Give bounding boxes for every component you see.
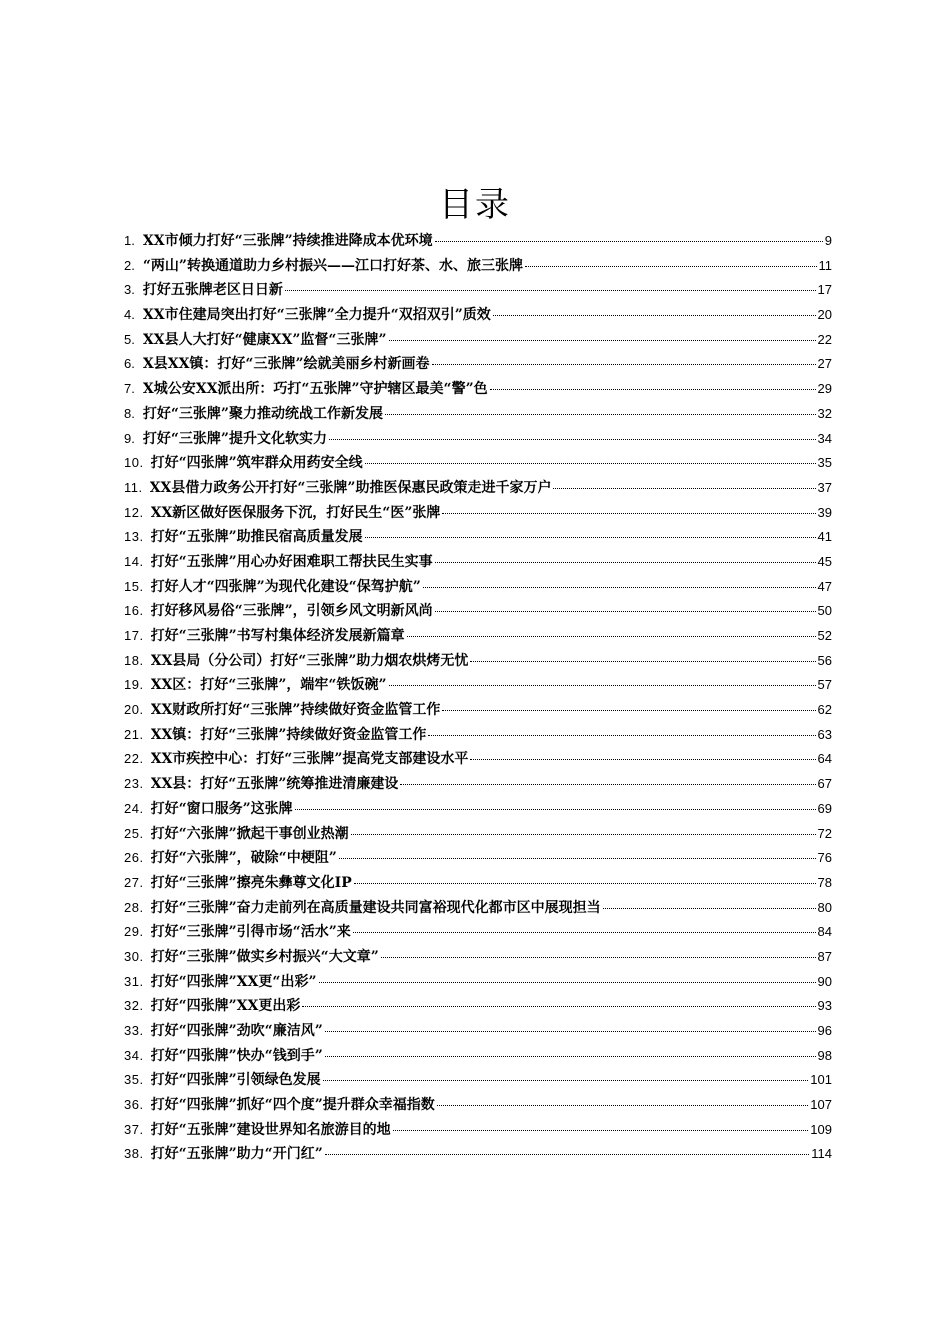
toc-entry-page-number: 87 [817, 948, 832, 964]
toc-dot-leader [351, 834, 816, 835]
toc-entry[interactable] [124, 846, 832, 871]
toc-dot-leader [295, 809, 816, 810]
toc-entry-title[interactable]: X城公安XX派出所：巧打“五张牌”守护辖区最美“警”色 [142, 381, 488, 398]
toc-entry-page-number: 67 [817, 776, 832, 792]
toc-entry[interactable] [124, 402, 832, 427]
toc-entry-number: 7. [124, 381, 135, 397]
toc-entry-title[interactable]: 打好“四张牌”XX更“出彩” [150, 973, 317, 990]
toc-entry[interactable] [124, 822, 832, 847]
toc-dot-leader [437, 1105, 809, 1106]
toc-title: 目录 [439, 185, 511, 225]
toc-entry[interactable] [124, 328, 832, 353]
toc-entry-number: 25. [124, 825, 144, 841]
toc-dot-leader [302, 1006, 815, 1007]
toc-entry-title[interactable]: XX县局（分公司）打好“三张牌”助力烟农烘烤无忧 [150, 652, 469, 669]
toc-dot-leader [407, 636, 816, 637]
toc-entry-title[interactable]: “两山”转换通道助力乡村振兴——江口打好茶、水、旅三张牌 [142, 257, 523, 274]
toc-entry-title[interactable]: 打好“三张牌”书写村集体经济发展新篇章 [150, 628, 405, 644]
toc-dot-leader [365, 463, 816, 464]
toc-entry-number: 5. [124, 331, 135, 347]
toc-entry[interactable] [124, 599, 832, 624]
toc-entry-page-number: 62 [817, 702, 832, 718]
toc-entry[interactable] [124, 673, 832, 698]
toc-entry-page-number: 114 [811, 1146, 832, 1162]
toc-entry-page-number: 41 [817, 529, 832, 545]
toc-entry-title[interactable]: XX县人大打好“健康XX”监督“三张牌” [142, 331, 387, 348]
toc-entry-page-number: 107 [810, 1097, 832, 1113]
toc-entry-page-number: 64 [817, 751, 832, 767]
toc-entry-title[interactable]: XX市住建局突出打好“三张牌”全力提升“双招双引”质效 [142, 307, 491, 324]
toc-entry-title[interactable]: 打好“四张牌”XX更出彩 [150, 998, 301, 1015]
toc-dot-leader [365, 537, 816, 538]
toc-entry-number: 14. [124, 553, 144, 569]
toc-entry[interactable] [124, 377, 832, 402]
toc-list [124, 229, 832, 1167]
toc-entry[interactable] [124, 501, 832, 526]
toc-entry-title[interactable]: XX新区做好医保服务下沉，打好民生“医”张牌 [150, 504, 441, 521]
toc-dot-leader [470, 661, 815, 662]
toc-dot-leader [442, 710, 815, 711]
toc-entry[interactable] [124, 1118, 832, 1143]
toc-entry-page-number: 72 [817, 825, 832, 841]
toc-entry-page-number: 22 [817, 331, 832, 347]
toc-entry-title[interactable]: 打好“三张牌”奋力走前列在高质量建设共同富裕现代化都市区中展现担当 [150, 899, 601, 916]
toc-dot-leader [389, 340, 816, 341]
toc-entry-number: 24. [124, 800, 144, 816]
toc-dot-leader [325, 1031, 816, 1032]
toc-entry-number: 17. [124, 628, 144, 643]
toc-entry-number: 6. [124, 356, 135, 372]
toc-entry[interactable] [124, 254, 832, 279]
toc-dot-leader [423, 587, 816, 588]
toc-entry[interactable] [124, 1068, 832, 1093]
toc-dot-leader [323, 1080, 809, 1081]
toc-entry-number: 19. [124, 677, 144, 693]
toc-entry-page-number: 56 [817, 652, 832, 668]
toc-entry[interactable] [124, 624, 832, 649]
toc-entry[interactable] [124, 896, 832, 921]
toc-entry-number: 18. [124, 652, 144, 668]
toc-entry-page-number: 98 [817, 1047, 832, 1063]
toc-dot-leader [325, 1154, 809, 1155]
toc-entry-page-number: 90 [817, 973, 832, 989]
toc-entry-page-number: 29 [817, 381, 832, 397]
toc-entry-page-number: 34 [817, 430, 832, 446]
toc-entry[interactable] [124, 1093, 832, 1118]
toc-dot-leader [325, 1056, 816, 1057]
toc-entry-number: 21. [124, 726, 144, 742]
toc-entry-title[interactable]: 打好“五张牌”用心办好困难职工帮扶民生实事 [150, 553, 433, 570]
toc-entry-page-number: 35 [817, 455, 832, 471]
toc-entry-page-number: 57 [817, 677, 832, 693]
toc-entry-number: 29. [124, 924, 144, 940]
toc-entry-number: 38. [124, 1146, 144, 1162]
toc-entry-number: 23. [124, 776, 144, 792]
toc-entry-number: 36. [124, 1097, 144, 1113]
toc-entry-page-number: 32 [817, 405, 832, 421]
toc-entry-title[interactable]: 打好“三张牌”做实乡村振兴“大文章” [150, 948, 379, 965]
toc-entry-title[interactable]: 打好“四张牌”劲吹“廉洁风” [150, 1023, 323, 1039]
toc-entry-number: 16. [124, 603, 144, 619]
toc-entry-number: 13. [124, 529, 144, 545]
toc-entry-number: 26. [124, 850, 144, 866]
toc-entry-title[interactable]: XX县：打好“五张牌”统筹推进清廉建设 [150, 776, 399, 793]
toc-entry-page-number: 17 [817, 282, 832, 298]
toc-dot-leader [285, 290, 816, 291]
toc-entry-title[interactable]: 打好移风易俗“三张牌”，引领乡风文明新风尚 [150, 603, 433, 620]
toc-dot-leader [319, 982, 816, 983]
toc-entry[interactable] [124, 747, 832, 772]
toc-dot-leader [339, 858, 816, 859]
toc-entry[interactable] [124, 575, 832, 600]
toc-entry-number: 11. [124, 479, 143, 495]
toc-entry[interactable] [124, 797, 832, 822]
toc-entry-title[interactable]: 打好“六张牌”掀起干事创业热潮 [150, 825, 349, 842]
toc-entry-page-number: 109 [810, 1121, 832, 1137]
toc-entry-title[interactable]: 打好“四张牌”筑牢群众用药安全线 [150, 455, 363, 472]
toc-dot-leader [442, 513, 815, 514]
toc-entry-number: 10. [124, 455, 144, 471]
toc-dot-leader [553, 488, 815, 489]
toc-entry-title[interactable]: XX县借力政务公开打好“三张牌”助推医保惠民政策走进千家万户 [149, 479, 552, 496]
toc-entry[interactable] [124, 994, 832, 1019]
toc-dot-leader [435, 562, 816, 563]
toc-entry-number: 22. [124, 751, 144, 767]
toc-entry-page-number: 96 [817, 1023, 832, 1038]
toc-entry-page-number: 39 [817, 504, 832, 520]
toc-entry[interactable] [124, 451, 832, 476]
toc-entry-page-number: 20 [817, 307, 832, 323]
toc-entry[interactable] [124, 303, 832, 328]
toc-dot-leader [353, 932, 816, 933]
toc-entry[interactable] [124, 525, 832, 550]
toc-dot-leader [385, 414, 816, 415]
toc-entry[interactable] [124, 427, 832, 452]
toc-entry-title[interactable]: 打好“六张牌”，破除“中梗阻” [150, 850, 337, 867]
toc-entry[interactable] [124, 698, 832, 723]
toc-dot-leader [435, 611, 816, 612]
toc-entry-number: 2. [124, 257, 135, 273]
toc-entry-page-number: 9 [824, 233, 832, 248]
toc-entry-title[interactable]: X县XX镇：打好“三张牌”绘就美丽乡村新画卷 [142, 356, 430, 373]
toc-entry-page-number: 11 [818, 257, 832, 273]
toc-dot-leader [525, 266, 817, 267]
toc-entry-page-number: 93 [817, 998, 832, 1014]
toc-entry[interactable] [124, 772, 832, 797]
toc-entry[interactable] [124, 970, 832, 995]
toc-entry[interactable] [124, 550, 832, 575]
toc-entry-title[interactable]: 打好“五张牌”建设世界知名旅游目的地 [150, 1121, 391, 1138]
toc-entry-number: 35. [124, 1072, 144, 1088]
toc-dot-leader [470, 759, 815, 760]
toc-entry-number: 33. [124, 1023, 144, 1038]
toc-entry-number: 8. [124, 405, 135, 421]
toc-entry[interactable] [124, 945, 832, 970]
toc-entry-number: 1. [124, 233, 135, 248]
toc-dot-leader [603, 908, 816, 909]
toc-entry-title[interactable]: 打好人才“四张牌”为现代化建设“保驾护航” [150, 578, 421, 595]
toc-entry[interactable] [124, 1019, 832, 1044]
toc-entry[interactable] [124, 871, 832, 896]
toc-entry-title[interactable]: 打好“三张牌”聚力推动统战工作新发展 [142, 405, 383, 422]
toc-entry-page-number: 80 [817, 899, 832, 915]
toc-entry-page-number: 84 [817, 924, 832, 940]
toc-entry-title[interactable]: 打好“三张牌”引得市场“活水”来 [150, 924, 351, 941]
toc-entry-number: 28. [124, 899, 144, 915]
toc-entry-number: 32. [124, 998, 144, 1014]
toc-dot-leader [393, 1130, 809, 1131]
toc-entry-number: 31. [124, 973, 144, 989]
toc-dot-leader [493, 315, 816, 316]
toc-entry-number: 15. [124, 578, 144, 594]
toc-entry-number: 37. [124, 1121, 144, 1137]
toc-entry-title[interactable]: XX镇：打好“三张牌”持续做好资金监管工作 [150, 726, 427, 743]
toc-entry-title[interactable]: XX市倾力打好“三张牌”持续推进降成本优环境 [142, 233, 433, 249]
toc-dot-leader [432, 364, 816, 365]
toc-dot-leader [490, 389, 816, 390]
toc-entry[interactable] [124, 723, 832, 748]
toc-entry-page-number: 27 [817, 356, 832, 372]
toc-entry-title[interactable]: 打好“五张牌”助推民宿高质量发展 [150, 529, 363, 546]
toc-entry[interactable] [124, 476, 832, 501]
toc-entry-page-number: 63 [817, 726, 832, 742]
toc-dot-leader [428, 735, 815, 736]
toc-entry-title[interactable]: 打好“窗口服务”这张牌 [150, 800, 293, 817]
toc-entry[interactable] [124, 1044, 832, 1069]
toc-dot-leader [435, 241, 823, 242]
toc-dot-leader [400, 784, 815, 785]
toc-entry-number: 9. [124, 430, 135, 446]
toc-entry[interactable] [124, 1142, 832, 1167]
toc-entry-page-number: 47 [817, 578, 832, 594]
toc-entry-page-number: 45 [817, 553, 832, 569]
toc-entry[interactable] [124, 649, 832, 674]
toc-entry-page-number: 69 [817, 800, 832, 816]
toc-dot-leader [389, 685, 816, 686]
toc-entry-title[interactable]: 打好“四张牌”引领绿色发展 [150, 1072, 321, 1089]
toc-entry-title[interactable]: XX财政所打好“三张牌”持续做好资金监管工作 [150, 702, 441, 719]
toc-entry-title[interactable]: 打好“三张牌”擦亮朱彝尊文化IP [150, 874, 352, 891]
toc-entry-page-number: 78 [817, 874, 832, 890]
toc-entry-number: 12. [124, 504, 144, 520]
toc-entry-page-number: 76 [817, 850, 832, 866]
toc-dot-leader [381, 957, 816, 958]
toc-entry-number: 34. [124, 1047, 144, 1063]
toc-entry-page-number: 50 [817, 603, 832, 619]
toc-entry[interactable] [124, 920, 832, 945]
toc-entry-number: 20. [124, 702, 144, 718]
toc-entry-page-number: 52 [817, 628, 832, 643]
toc-dot-leader [329, 439, 816, 440]
toc-entry-number: 30. [124, 948, 144, 964]
toc-entry-page-number: 101 [810, 1072, 832, 1088]
toc-entry-title[interactable]: 打好“四张牌”快办“钱到手” [150, 1047, 323, 1064]
toc-entry-page-number: 37 [817, 479, 832, 495]
toc-entry[interactable] [124, 352, 832, 377]
toc-entry-title[interactable]: XX市疾控中心：打好“三张牌”提高党支部建设水平 [150, 751, 469, 768]
toc-entry-title[interactable]: 打好“三张牌”提升文化软实力 [142, 430, 327, 447]
toc-entry-title[interactable]: 打好五张牌老区日日新 [142, 282, 283, 299]
toc-entry-title[interactable]: XX区：打好“三张牌”，端牢“铁饭碗” [150, 677, 387, 694]
toc-entry-number: 27. [124, 874, 144, 890]
toc-entry[interactable] [124, 229, 832, 254]
toc-entry-title[interactable]: 打好“四张牌”抓好“四个度”提升群众幸福指数 [150, 1097, 435, 1114]
toc-entry-number: 4. [124, 307, 135, 323]
toc-dot-leader [354, 883, 816, 884]
toc-entry-title[interactable]: 打好“五张牌”助力“开门红” [150, 1146, 323, 1163]
toc-entry[interactable] [124, 278, 832, 303]
toc-entry-number: 3. [124, 282, 135, 298]
